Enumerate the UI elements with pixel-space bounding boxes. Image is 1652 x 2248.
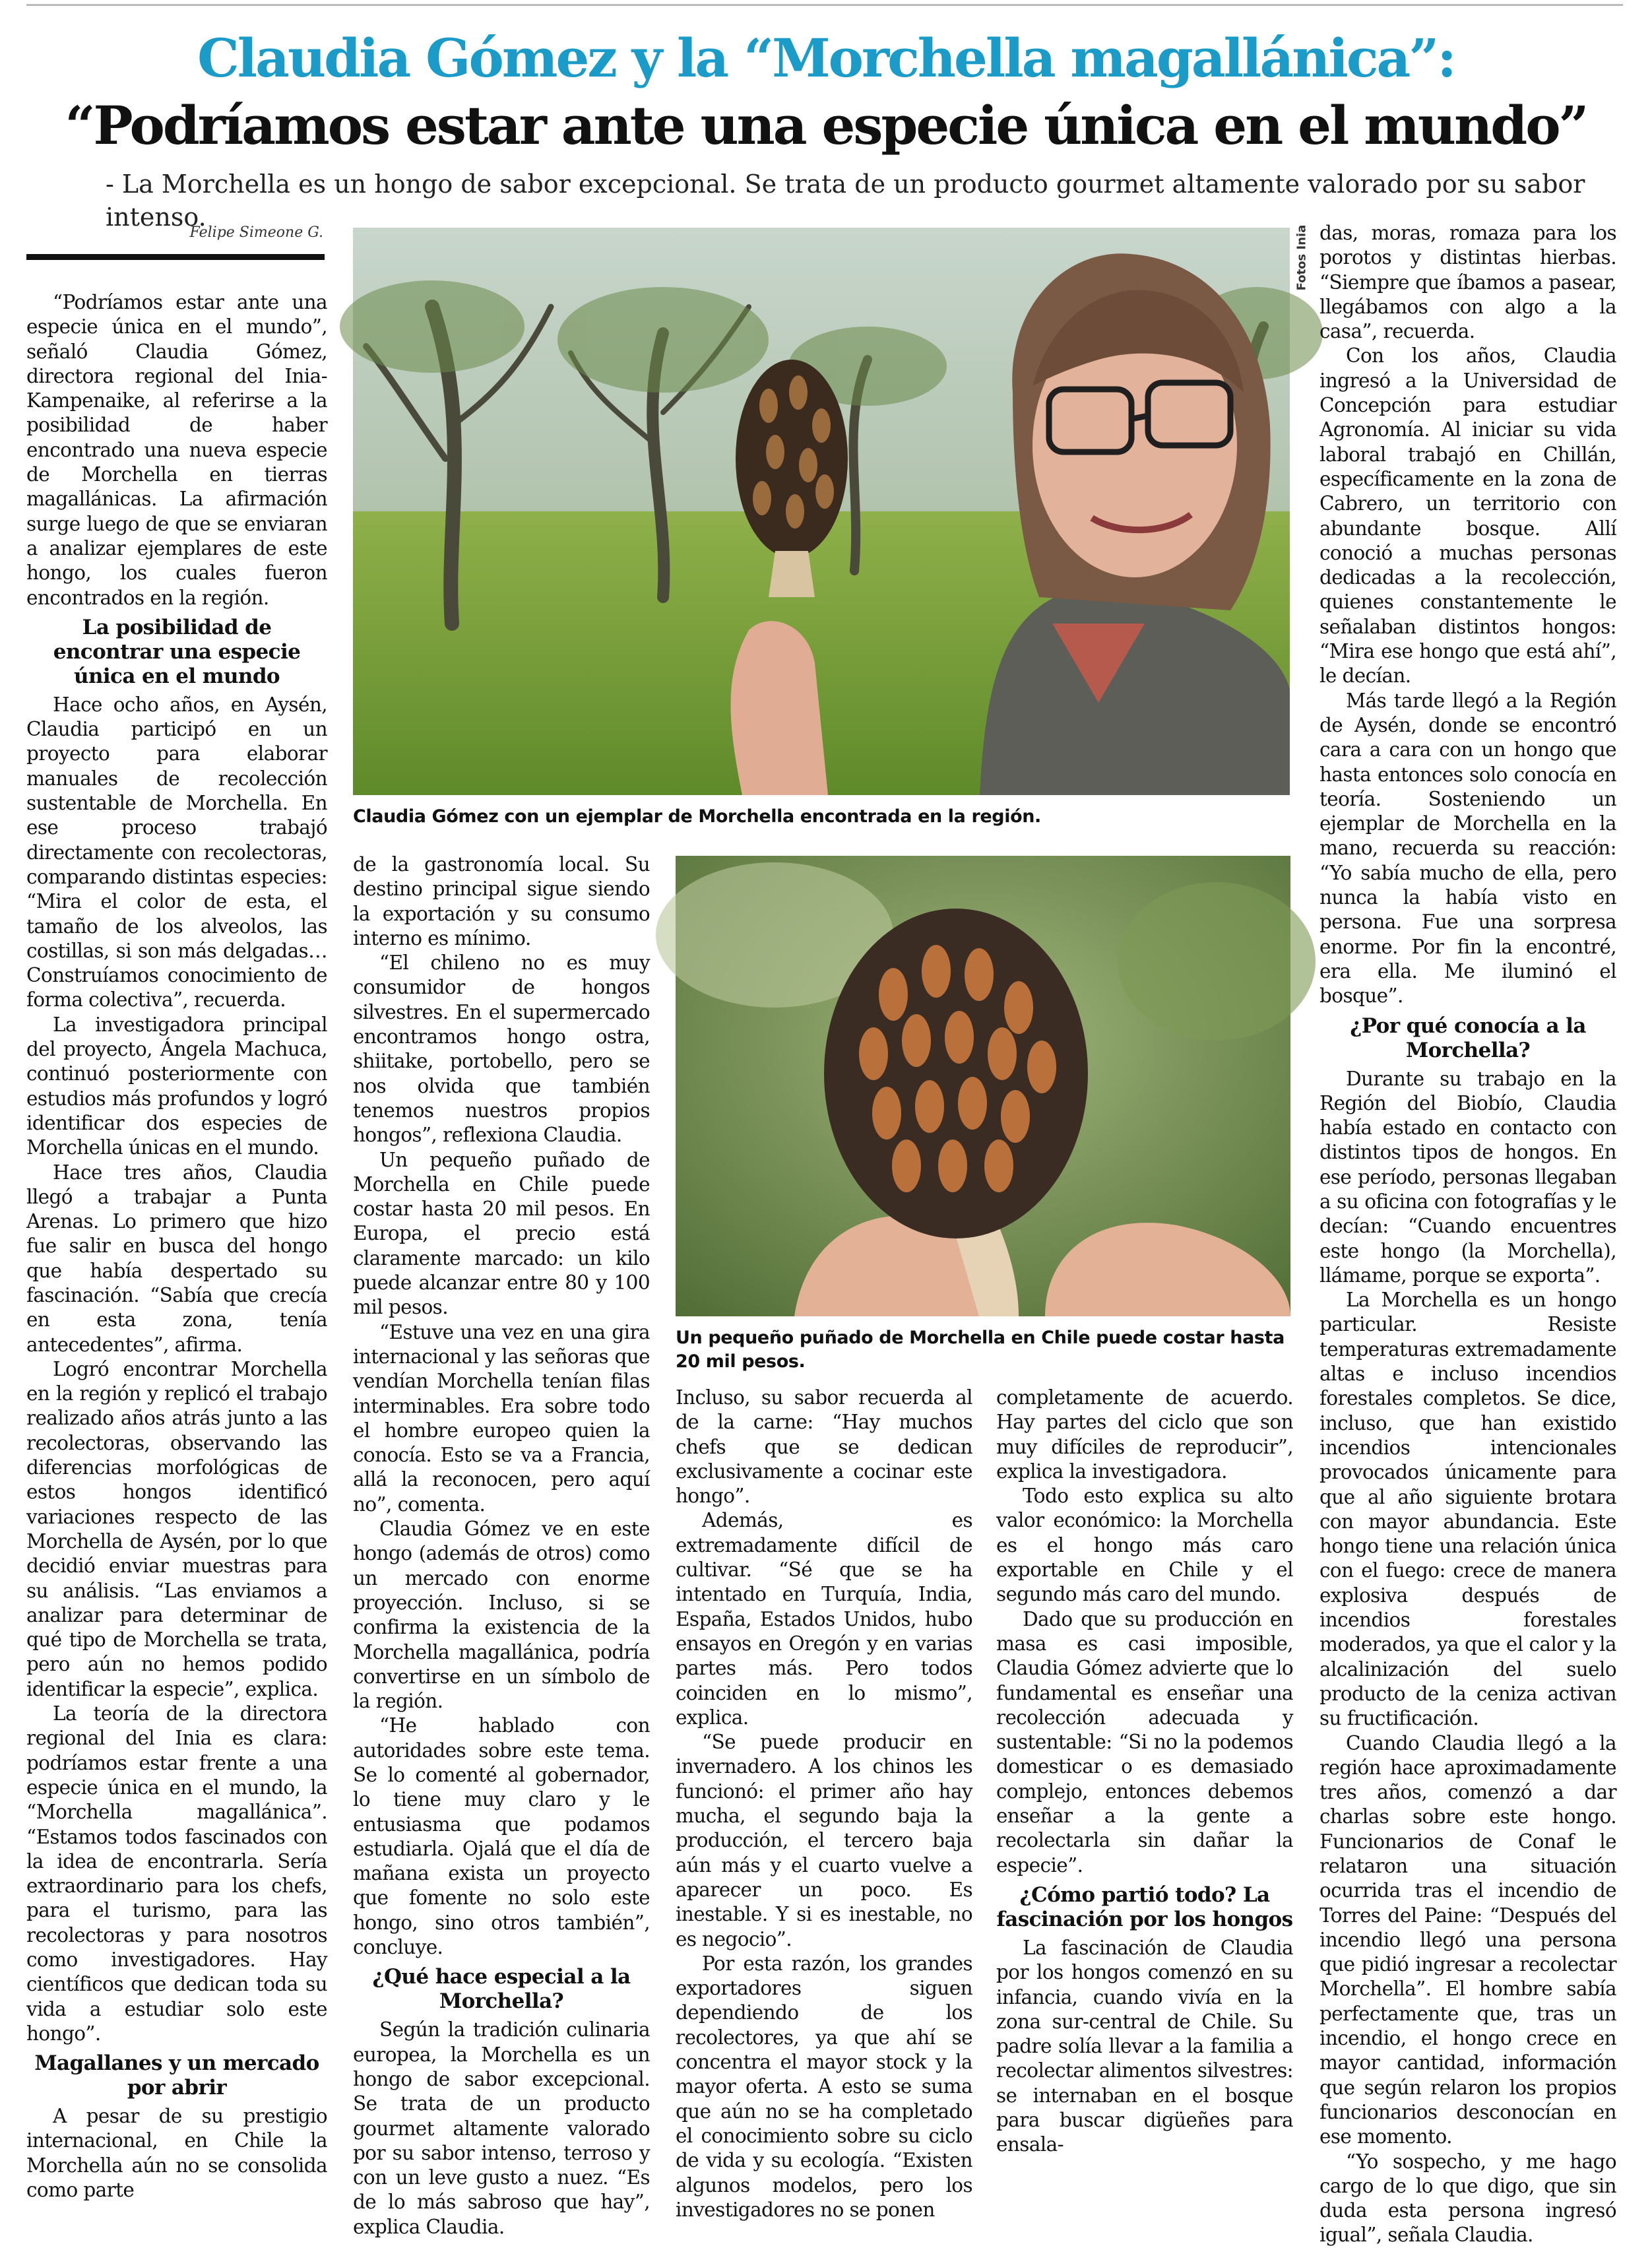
top-rule [26,4,1623,6]
column-4 [996,1386,1293,2156]
col2-paragraph: de la gastronomía local. Su destino principal sigue siendo la exportación y su consumo interno es mínimo. [353,853,650,949]
photo-credit-text: Fotos Inia [1294,224,1309,291]
column-2 [353,852,650,2238]
col5-paragraph: “Yo sospecho, y me hago cargo de lo que digo, que sin duda esta persona ingresó igual”, señala Claudia. [1319,2150,1616,2247]
byline: Felipe Simeone G. [189,224,323,241]
col5-paragraph: Más tarde llegó a la Región de Aysén, donde se encontró cara a cara con un hongo que hasta entonces solo conocía en teoría. Sosteniendo un ejemplar de Morchella en la mano, recuerda su reacción: “Yo sabía mucho de ella, pero nunca la había visto en persona. Fue una sorpresa enorme. Por fin la encontré, era ella. Me iluminó el bosque”. [1319,689,1616,1008]
headline-line-1: Claudia Gómez y la “Morchella magallánica”: [197,27,1455,89]
photo-morel-illustration [676,856,1290,1316]
col2-paragraph: “El chileno no es muy consumidor de hongos silvestres. En el supermercado encontramos hongo ostra, shiitake, portobello, pero se nos olvida que también tenemos nuestros propios hongos”, reflexiona Claudia. [353,951,650,1147]
photo-credit [1292,224,1312,294]
col1-paragraph: “Podríamos estar ante una especie única en el mundo”, señaló Claudia Gómez, directora regional del Inia-Kampenaike, al referirse a la posibilidad de haber encontrado una nueva especie de Morchella en tierras magallánicas. La afirmación surge luego de que se enviaran a analizar ejemplares de este hongo, los cuales fueron encontrados en la región. [26,291,327,609]
col1-subheading: Magallanes y un mercado por abrir [34,2051,319,2100]
photo-claudia-illustration [353,228,1290,795]
col2-paragraph: Un pequeño puñado de Morchella en Chile puede costar hasta 20 mil pesos. En Europa, el precio está claramente marcado: un kilo puede alcanzar entre 80 y 100 mil pesos. [353,1148,650,1319]
col1-paragraph: Logró encontrar Morchella en la región y replicó el trabajo realizado años atrás junto a las recolectoras, observando las diferencias morfológicas de estos hongos identificó variaciones respecto de las Morchella de Aysén, por lo que decidió enviar muestras para su análisis. “Las enviamos a analizar para determinar de qué tipo de Morchella se trata, pero aún no hemos podido identificar la especie”, explica. [26,1357,327,1700]
column-1 [26,290,327,2202]
col5-subheading: ¿Por qué conocía a la Morchella? [1350,1013,1586,1062]
col4-subheading: ¿Cómo partió todo? La fascinación por los hongos [996,1882,1293,1931]
col5-paragraph: Con los años, Claudia ingresó a la Universidad de Concepción para estudiar Agronomía. Al iniciar su vida laboral trabajó en Chillán, específicamente en la zona de Cabrero, un territorio con abundante bosque. Allí conoció a muchas personas dedicadas a la recolección, quienes constantemente le señalaban distintos hongos: “Mira ese hongo que está ahí”, le decían. [1319,344,1616,688]
col2-paragraph: Claudia Gómez ve en este hongo (además de otros) como un mercado con enorme proyección. Incluso, si se confirma la existencia de la Morchella magallánica, podría convertirse en un símbolo de la región. [353,1518,650,1713]
col2-paragraph: Según la tradición culinaria europea, la Morchella es un hongo de sabor excepcional. Se trata de un producto gourmet altamente valorado por su sabor intenso, terroso y con un leve gusto a nuez. “Es de lo más sabroso que hay”, explica Claudia. [353,2018,650,2238]
col1-paragraph: Hace ocho años, en Aysén, Claudia participó en un proyecto para elaborar manuales de recolección sustentable de Morchella. En ese proceso trabajó directamente con recolectoras, comparando distintas especies: “Mira el color de esta, el tamaño de los alveolos, las costillas, si son más delgadas… Construíamos conocimiento de forma colectiva”, recuerda. [26,693,327,1012]
col4-paragraph: La fascinación de Claudia por los hongos comenzó en su infancia, cuando vivía en la zona sur-central de Chile. Su padre solía llevar a la familia a recolectar alimentos silvestres: se internaban en el bosque para buscar digüeñes para ensala- [996,1936,1293,2156]
col5-paragraph: La Morchella es un hongo particular. Resiste temperaturas extremadamente altas e incluso incendios forestales completos. Se dice, incluso, que han existido incendios intencionales provocados únicamente para que al año siguiente brotara con mayor abundancia. Este hongo tiene una relación única con el fuego: crece de manera explosiva después de incendios forestales moderados, ya que el calor y la alcalinización del suelo producto de la ceniza activan su fructificación. [1319,1289,1616,1730]
col2-subheading: ¿Qué hace especial a la Morchella? [372,1965,631,2014]
col3-paragraph: Incluso, su sabor recuerda al de la carne: “Hay muchos chefs que se dedican exclusivamente a cocinar este hongo”. [676,1386,972,1508]
col1-paragraph: La teoría de la directora regional del Inia es clara: podríamos estar frente a una especie única en el mundo, la “Morchella magallánica”. “Estamos todos fascinados con la idea de encontrarla. Sería extraordinario para los chefs, para el turismo, para las recolectoras y para nosotros como investigadores. Hay científicos que dedican toda su vida a estudiar solo este hongo”. [26,1702,327,2045]
col1-paragraph: Hace tres años, Claudia llegó a trabajar a Punta Arenas. Lo primero que hizo fue salir en busca del hongo que había despertado su fascinación. “Sabía que crecía en esta zona, tenía antecedentes”, afirma. [26,1161,327,1356]
col3-paragraph: “Se puede producir en invernadero. A los chinos les funcionó: el primer año hay mucha, el segundo baja la producción, el tercero baja aún más y el cuarto vuelve a aparecer un poco. Es inestable. Y si es inestable, no es negocio”. [676,1731,972,1950]
deck-subtitle: - La Morchella es un hongo de sabor excepcional. Se trata de un producto gourmet altamente valorado por su sabor intenso. [106,170,1585,232]
col1-subheading: La posibilidad de encontrar una especie única en el mundo [53,615,301,688]
col4-paragraph: Todo esto explica su alto valor económico: la Morchella es el hongo más caro exportable en Chile y el segundo más caro del mundo. [996,1485,1293,1606]
col1-paragraph: La investigadora principal del proyecto, Ángela Machuca, continuó posteriormente con estudios más profundos y logró identificar dos especies de Morchella únicas en el mundo. [26,1013,327,1159]
col1-paragraph: A pesar de su prestigio internacional, en Chile la Morchella aún no se consolida como parte [26,2105,327,2202]
col4-paragraph: completamente de acuerdo. Hay partes del ciclo que son muy difíciles de reproducir”, explica la investigadora. [996,1386,1293,1483]
col3-paragraph: Por esta razón, los grandes exportadores siguen dependiendo de los recolectores, ya que ahí se concentra el mayor stock y la mayor oferta. A esto se suma que aún no se ha completado el conocimiento sobre su ciclo de vida y su ecología. “Existen algunos modelos, pero los investigadores no se ponen [676,1952,972,2221]
photo-claudia-with-morel [353,228,1290,795]
col2-paragraph: “He hablado con autoridades sobre este tema. Se lo comenté al gobernador, lo tiene muy claro y le entusiasma que podamos estudiarla. Ojalá que el día de mañana exista un proyecto que fomente no solo este hongo, sino otros también”, concluye. [353,1714,650,1959]
byline-rule [26,254,325,260]
column-3 [676,1386,972,2221]
col2-paragraph: “Estuve una vez en una gira internacional y las señoras que vendían Morchella tenían filas interminables. Era sobre todo el hombre europeo quien la conocía. Esto se va a Francia, allá la reconocen, pero aquí no”, comenta. [353,1320,650,1516]
photo-morel-closeup [676,856,1290,1316]
col5-paragraph: Cuando Claudia llegó a la región hace aproximadamente tres años, comenzó a dar charlas sobre este hongo. Funcionarios de Conaf le relataron una situación ocurrida tras el incendio de Torres del Paine: “Después del incendio llegó una persona que pidió ingresar a recolectar Morchella”. El hombre sabía perfectamente que, tras un incendio, el hongo crece en mayor cantidad, información que según relaron los propios funcionarios desconocían en ese momento. [1319,1731,1616,2148]
headline-line-2: “Podríamos estar ante una especie única en el mundo” [65,94,1587,156]
caption-photo-1: Claudia Gómez con un ejemplar de Morchella encontrada en la región. [353,806,1041,827]
col4-paragraph: Dado que su producción en masa es casi imposible, Claudia Gómez advierte que lo fundamental es enseñar una recolección adecuada y sustentable: “Si no la podemos domesticar o es demasiado complejo, entonces debemos enseñar a la gente a recolectarla sin dañar la especie”. [996,1607,1293,1877]
col3-paragraph: Además, es extremadamente difícil de cultivar. “Sé que se ha intentado en Turquía, India, España, Estados Unidos, hubo ensayos en Oregón y en varias partes más. Pero todos coinciden en lo mismo”, explica. [676,1509,972,1729]
caption-photo-2: Un pequeño puñado de Morchella en Chile puede costar hasta 20 mil pesos. [676,1328,1285,1372]
col5-paragraph: das, moras, romaza para los porotos y distintas hierbas. “Siempre que íbamos a pasear, llegábamos con algo a la casa”, recuerda. [1319,222,1616,343]
col5-paragraph: Durante su trabajo en la Región del Biobío, Claudia había estado en contacto con distintos tipos de hongos. En ese período, personas llegaban a su oficina con fotografías y le decían: “Cuando encuentres este hongo (la Morchella), llámame, porque se exporta”. [1319,1067,1616,1287]
column-5 [1319,221,1616,2247]
